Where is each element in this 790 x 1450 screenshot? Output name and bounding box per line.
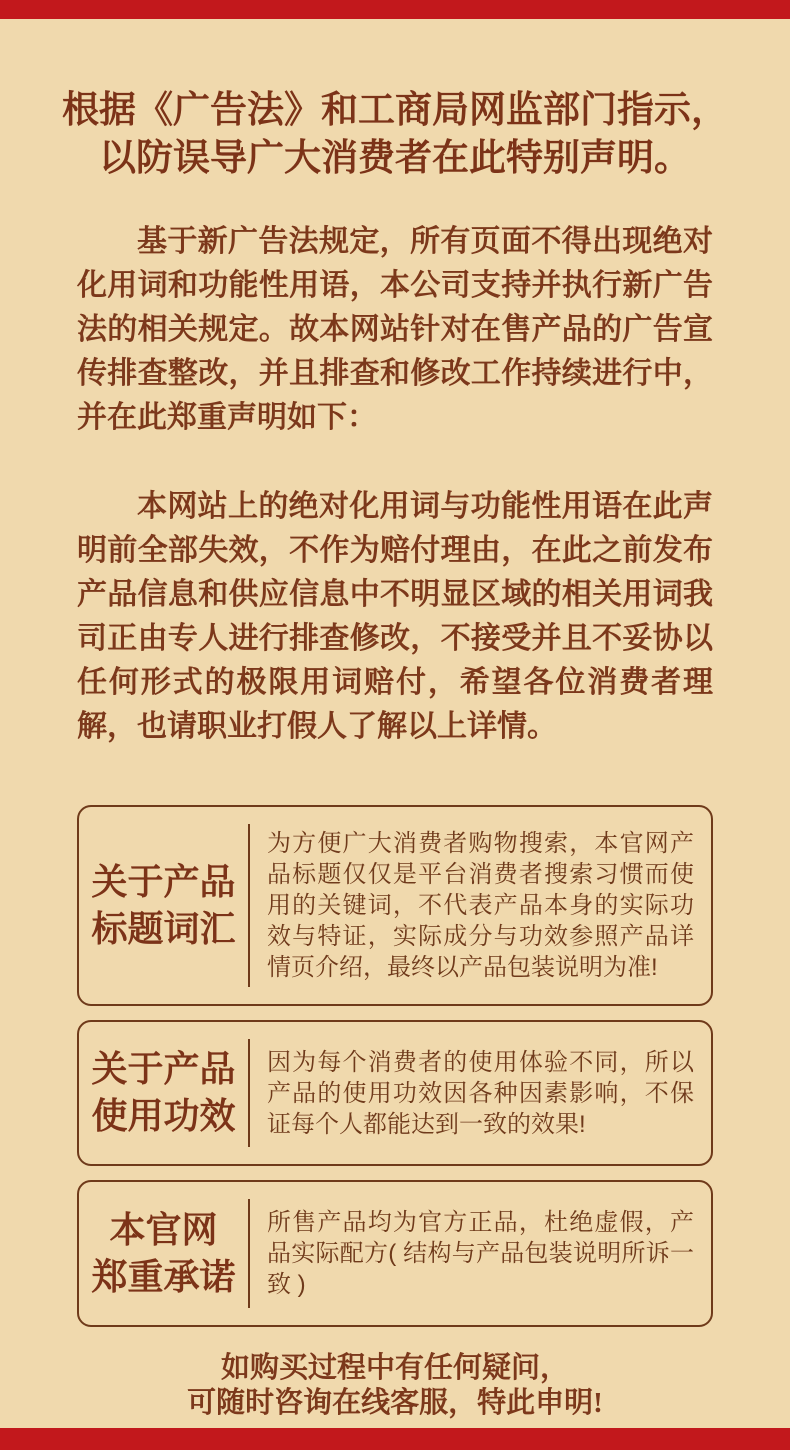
notice-box-official-promise-label	[79, 1207, 248, 1301]
notice-box-product-efficacy	[77, 1020, 713, 1166]
page-title-line-2: 以防误导广大消费者在此特别声明。	[99, 138, 691, 179]
top-red-strip	[0, 0, 790, 19]
notice-box-product-title-label-line-1: 关于产品	[91, 861, 236, 902]
notice-box-product-title-label-line-2: 标题词汇	[91, 908, 236, 949]
notice-box-official-promise-label-line-2: 郑重承诺	[91, 1256, 236, 1297]
statement-paragraph-2: 本网站上的绝对化用词与功能性用语在此声明前全部失效，不作为赔付理由，在此之前发布产品信息和供应信息中不明显区域的相关用词我司正由专人进行排查修改，不接受并且不妥协以任何形式的极限用词赔付，希望各位消费者理解，也请职业打假人了解以上详情。	[77, 490, 713, 743]
notice-box-product-title-text: 为方便广大消费者购物搜索，本官网产品标题仅仅是平台消费者搜索习惯而使用的关键词，不代表产品本身的实际功效与特证，实际成分与功效参照产品详情页介绍，最终以产品包装说明为准!	[267, 830, 694, 981]
footer-note-line-1: 如购买过程中有任何疑问，	[220, 1352, 569, 1384]
notice-box-list	[77, 805, 713, 1327]
footer-note	[0, 1351, 790, 1421]
notice-box-product-efficacy-label-line-2: 使用功效	[91, 1096, 236, 1136]
notice-box-product-efficacy-label-line-1: 关于产品	[91, 1049, 236, 1089]
notice-box-product-title-label	[79, 859, 248, 953]
page-title-line-1: 根据《广告法》和工商局网监部门指示，	[62, 90, 728, 131]
notice-box-product-efficacy-text: 因为每个消费者的使用体验不同，所以产品的使用功效因各种因素影响，不保证每个人都能达到一致的效果!	[267, 1048, 694, 1138]
notice-box-product-efficacy-label	[79, 1046, 248, 1140]
statement-paragraph-1: 基于新广告法规定，所有页面不得出现绝对化用词和功能性用语，本公司支持并执行新广告法的相关规定。故本网站针对在售产品的广告宣传排查整改，并且排查和修改工作持续进行中，并在此郑重声明如下：	[77, 225, 713, 434]
notice-box-official-promise-text: 所售产品均为官方正品，杜绝虚假，产品实际配方( 结构与产品包装说明所诉一致 )	[267, 1209, 694, 1298]
notice-box-official-promise-label-line-1: 本官网	[109, 1209, 218, 1250]
notice-box-official-promise	[77, 1180, 713, 1327]
bottom-red-strip	[0, 1428, 790, 1450]
footer-note-line-2: 可随时咨询在线客服，特此申明!	[187, 1387, 603, 1419]
notice-box-product-title	[77, 805, 713, 1006]
page-title	[0, 87, 790, 183]
